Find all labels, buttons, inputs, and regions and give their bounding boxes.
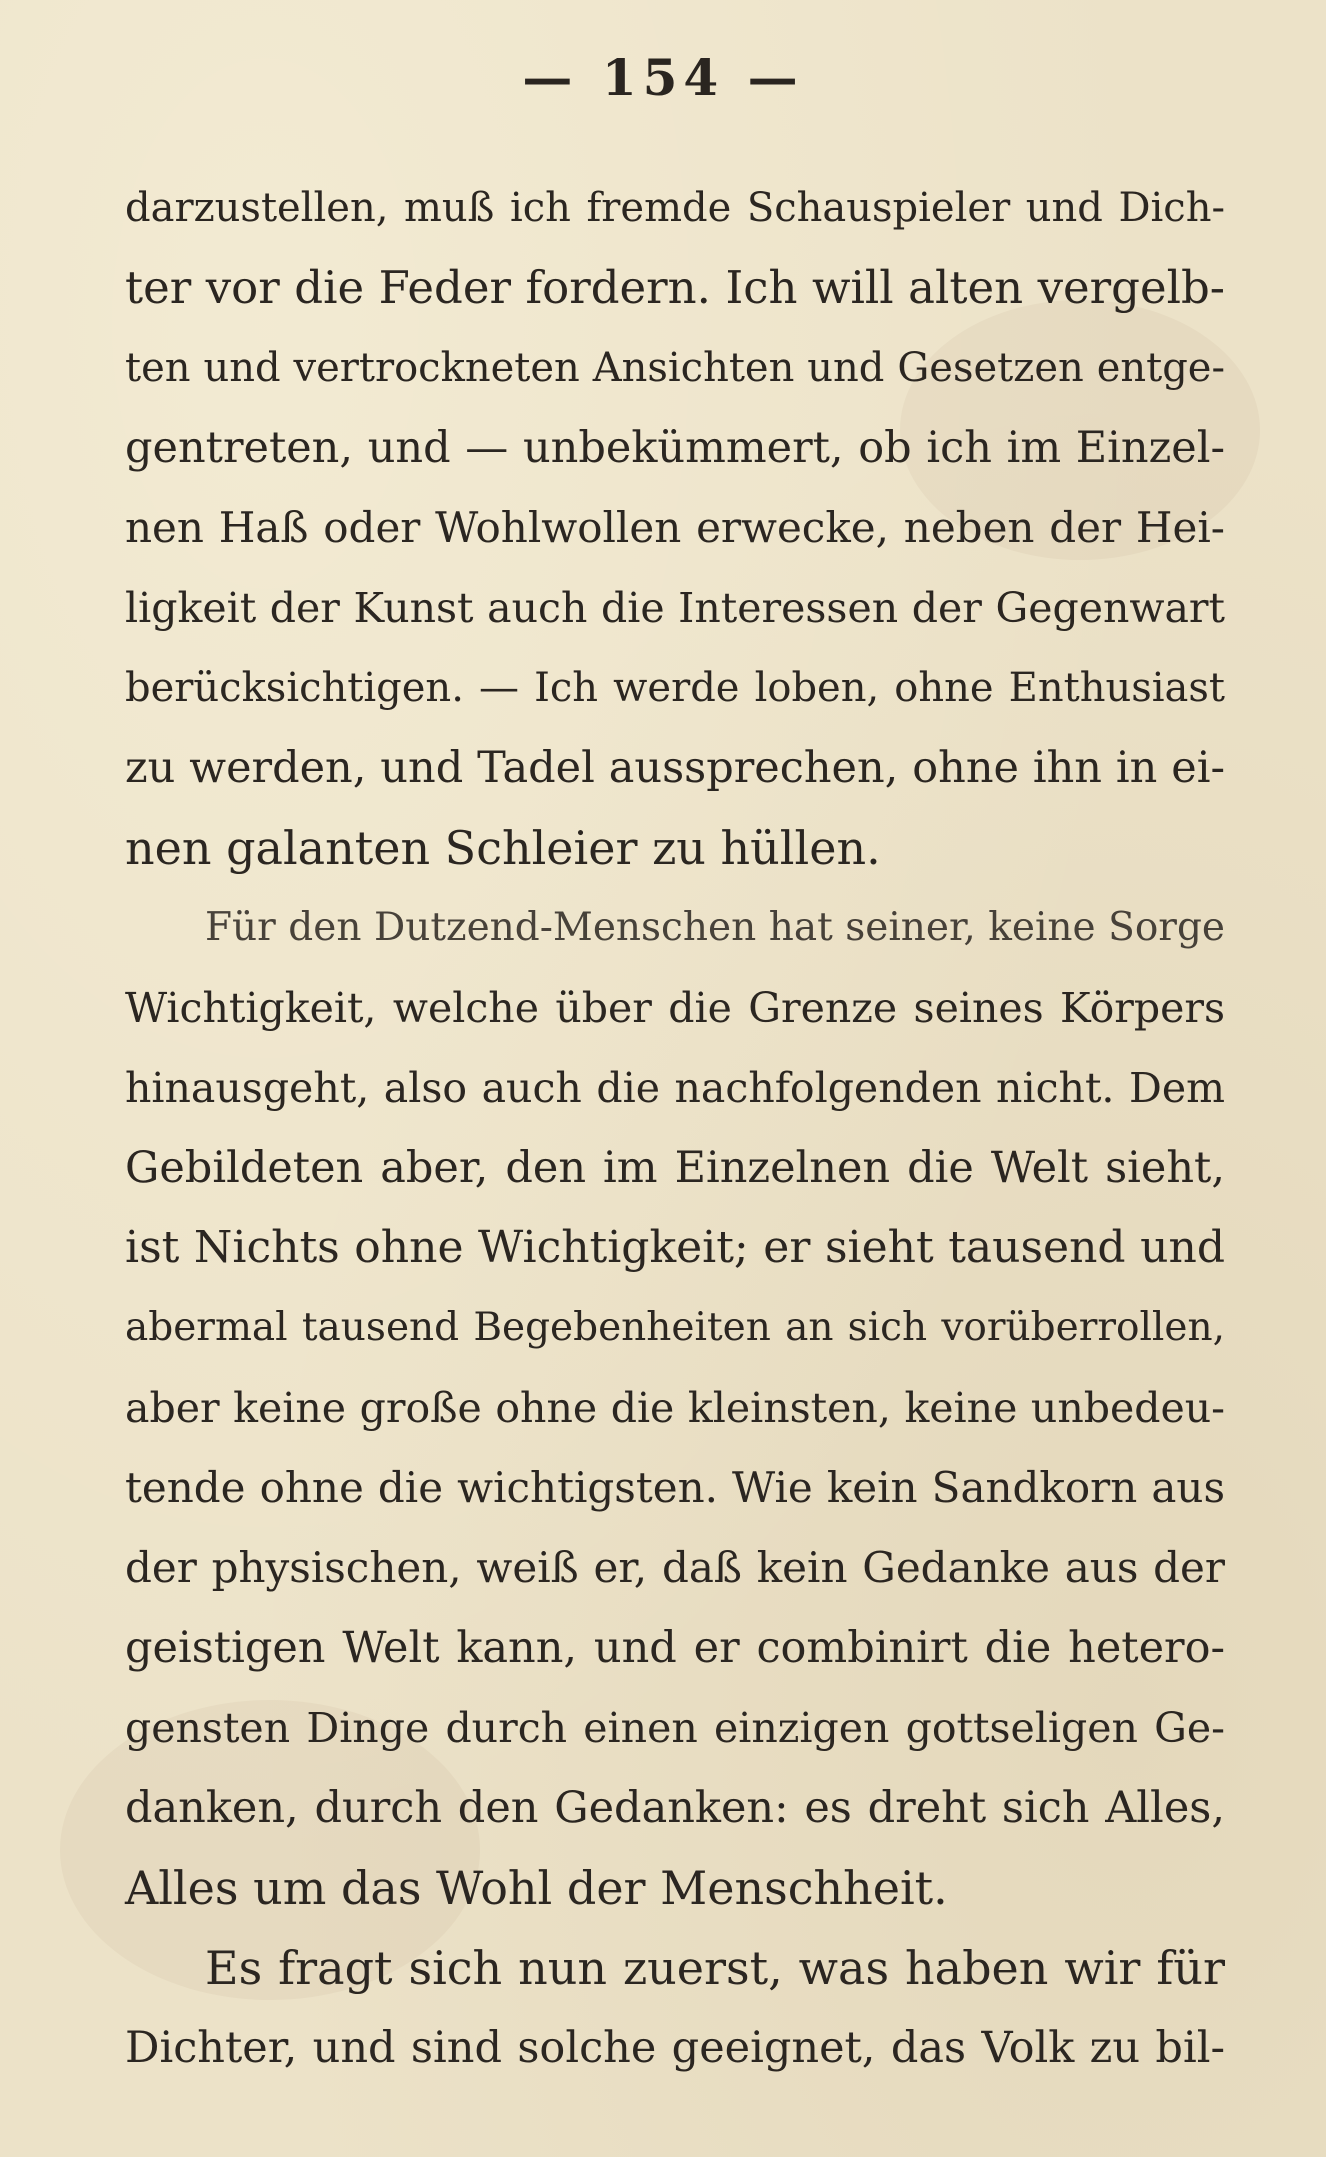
- text-line: Wichtigkeit, welche über die Grenze seines Körpers: [125, 984, 1225, 1032]
- text-line: darzustellen, muß ich fremde Schauspieler und Dich-: [125, 185, 1225, 231]
- text-line: tende ohne die wichtigsten. Wie kein Sandkorn aus: [125, 1463, 1225, 1512]
- text-line: gentreten, und — unbekümmert, ob ich im Einzel-: [125, 423, 1225, 473]
- paragraph-start-line: Es fragt sich nun zuerst, was haben wir für: [205, 1941, 1225, 1995]
- text-line: abermal tausend Begebenheiten an sich vorüberrollen,: [125, 1305, 1225, 1350]
- paragraph-end-line: nen galanten Schleier zu hüllen.: [125, 821, 881, 875]
- text-line: danken, durch den Gedanken: es dreht sich Alles,: [125, 1783, 1225, 1833]
- text-line: geistigen Welt kann, und er combinirt die hetero-: [125, 1623, 1225, 1673]
- text-line: Gebildeten aber, den im Einzelnen die Welt sieht,: [125, 1143, 1225, 1193]
- text-line: Dichter, und sind solche geeignet, das Volk zu bil-: [125, 2023, 1225, 2073]
- paragraph-start-line: Für den Dutzend-Menschen hat seiner, keine Sorge: [205, 905, 1225, 950]
- text-line: zu werden, und Tadel aussprechen, ohne ihn in ei-: [125, 743, 1225, 793]
- page-number: — 154 —: [522, 48, 804, 107]
- text-line: ist Nichts ohne Wichtigkeit; er sieht tausend und: [125, 1222, 1225, 1273]
- text-line: der physischen, weiß er, daß kein Gedanke aus der: [125, 1543, 1225, 1592]
- text-line: berücksichtigen. — Ich werde loben, ohne Enthusiast: [125, 665, 1225, 711]
- text-line: hinausgeht, also auch die nachfolgenden nicht. Dem: [125, 1064, 1225, 1112]
- text-line: gensten Dinge durch einen einzigen gottseligen Ge-: [125, 1704, 1225, 1752]
- text-line: ligkeit der Kunst auch die Interessen der Gegenwart: [125, 584, 1225, 632]
- paragraph-end-line: Alles um das Wohl der Menschheit.: [125, 1861, 948, 1915]
- text-line: ter vor die Feder fordern. Ich will alten vergelb-: [125, 261, 1225, 314]
- text-line: nen Haß oder Wohlwollen erwecke, neben der Hei-: [125, 503, 1225, 552]
- text-line: aber keine große ohne die kleinsten, keine unbedeu-: [125, 1384, 1225, 1432]
- text-line: ten und vertrockneten Ansichten und Gesetzen entge-: [125, 345, 1225, 391]
